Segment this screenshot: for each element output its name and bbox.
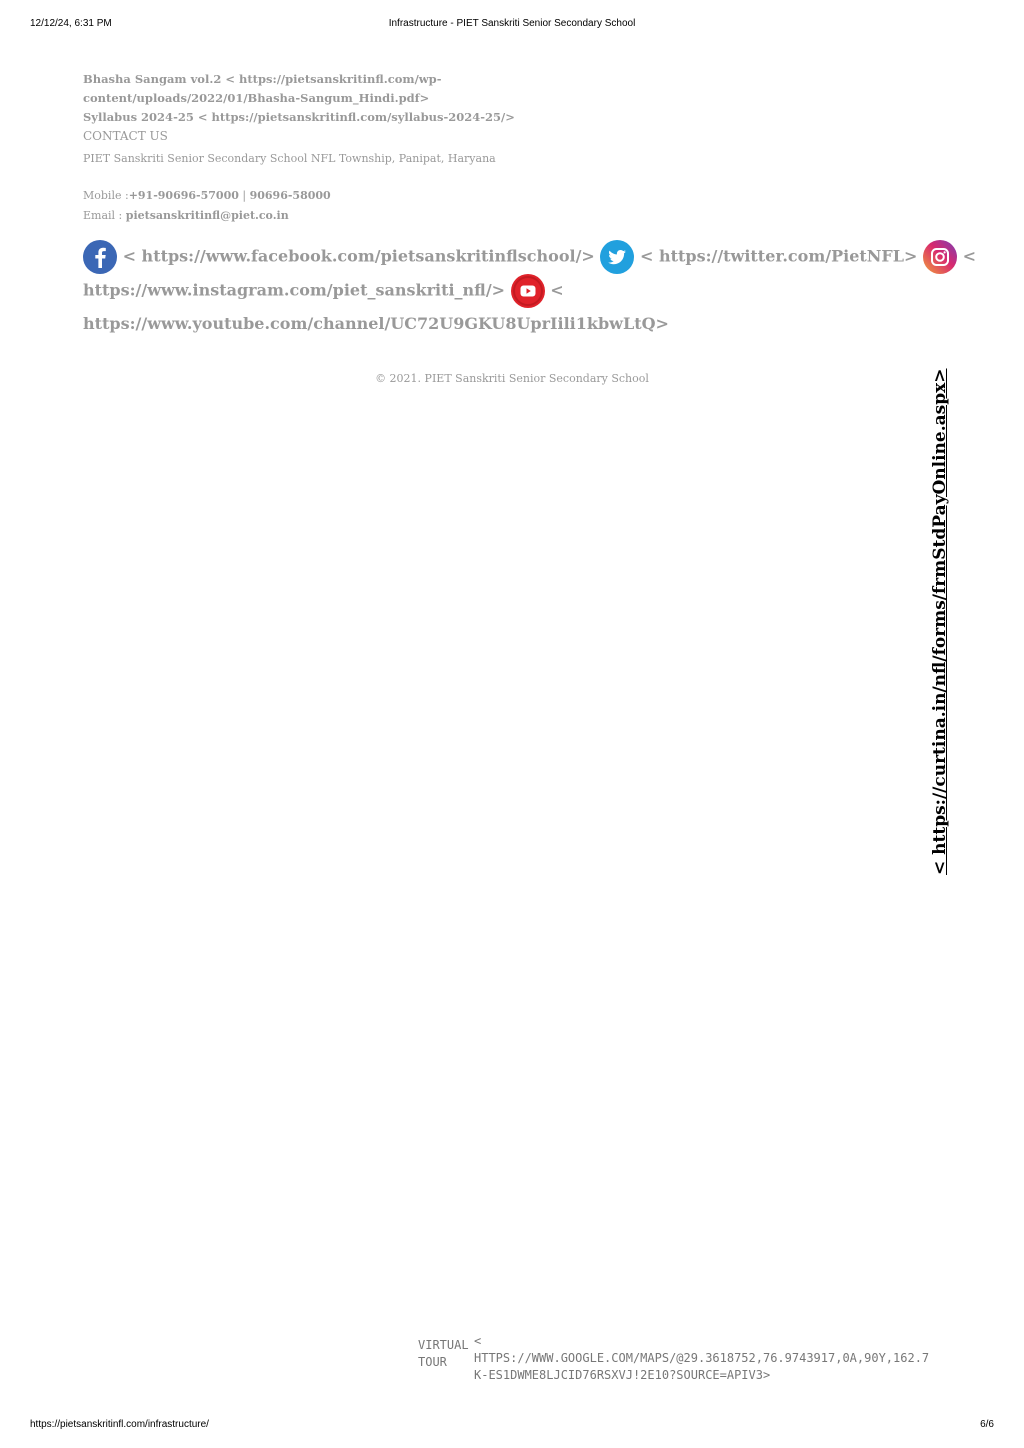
social-links: [83, 240, 976, 340]
bhasha-sangam-link[interactable]: Bhasha Sangam vol.2 < https://pietsanskritinfl.com/wp-: [83, 72, 442, 86]
page-number: 6/6: [980, 1419, 994, 1430]
bhasha-sangam-link-cont[interactable]: content/uploads/2022/01/Bhasha-Sangum_Hindi.pdf>: [83, 91, 430, 105]
contact-details: [83, 186, 331, 226]
youtube-link[interactable]: https://www.youtube.com/channel/UC72U9GKU8UprIili1kbwLtQ>: [83, 314, 669, 333]
twitter-icon[interactable]: [600, 240, 634, 274]
facebook-icon[interactable]: [83, 240, 117, 274]
mobile-number-1[interactable]: +91-90696-57000: [128, 189, 239, 202]
school-address: PIET Sanskriti Senior Secondary School NFL Township, Panipat, Haryana: [83, 152, 496, 165]
online-payment-link[interactable]: < https://curtina.in/nfl/forms/frmStdPayOnline.aspx>: [930, 368, 950, 875]
page-url: https://pietsanskritinfl.com/infrastructure/: [30, 1419, 209, 1430]
page-title: Infrastructure - PIET Sanskriti Senior Secondary School: [388, 18, 636, 29]
instagram-link[interactable]: https://www.instagram.com/piet_sanskriti_nfl/>: [83, 280, 506, 300]
instagram-icon[interactable]: [923, 240, 957, 274]
mobile-label: Mobile :: [83, 189, 129, 202]
youtube-icon[interactable]: [511, 274, 545, 308]
virtual-tour-url-line2[interactable]: K-ES1DWME8LJCID76RSXVJ!2E10?SOURCE=APIV3>: [474, 1368, 771, 1382]
virtual-tour-link[interactable]: [474, 1333, 964, 1384]
facebook-link[interactable]: < https://www.facebook.com/pietsanskritinflschool/>: [122, 246, 595, 266]
virtual-tour-label: VIRTUAL TOUR: [418, 1338, 469, 1369]
print-date: 12/12/24, 6:31 PM: [30, 18, 112, 29]
youtube-link-open[interactable]: <: [550, 280, 564, 300]
email-label: Email :: [83, 209, 126, 222]
contact-us-heading: CONTACT US: [83, 129, 168, 143]
copyright: © 2021. PIET Sanskriti Senior Secondary School: [375, 372, 649, 385]
mobile-number-2[interactable]: 90696-58000: [249, 189, 331, 202]
email-link[interactable]: pietsanskritinfl@piet.co.in: [125, 209, 289, 222]
instagram-link-open[interactable]: <: [962, 246, 976, 266]
syllabus-link[interactable]: Syllabus 2024-25 < https://pietsanskritinfl.com/syllabus-2024-25/>: [83, 110, 515, 124]
twitter-link[interactable]: < https://twitter.com/PietNFL>: [639, 246, 918, 266]
virtual-tour-url-line1[interactable]: HTTPS://WWW.GOOGLE.COM/MAPS/@29.3618752,76.9743917,0A,90Y,162.7: [474, 1351, 930, 1365]
quick-links: [83, 70, 515, 146]
mobile-separator: |: [238, 189, 250, 202]
virtual-tour-url-open[interactable]: <: [474, 1334, 482, 1348]
